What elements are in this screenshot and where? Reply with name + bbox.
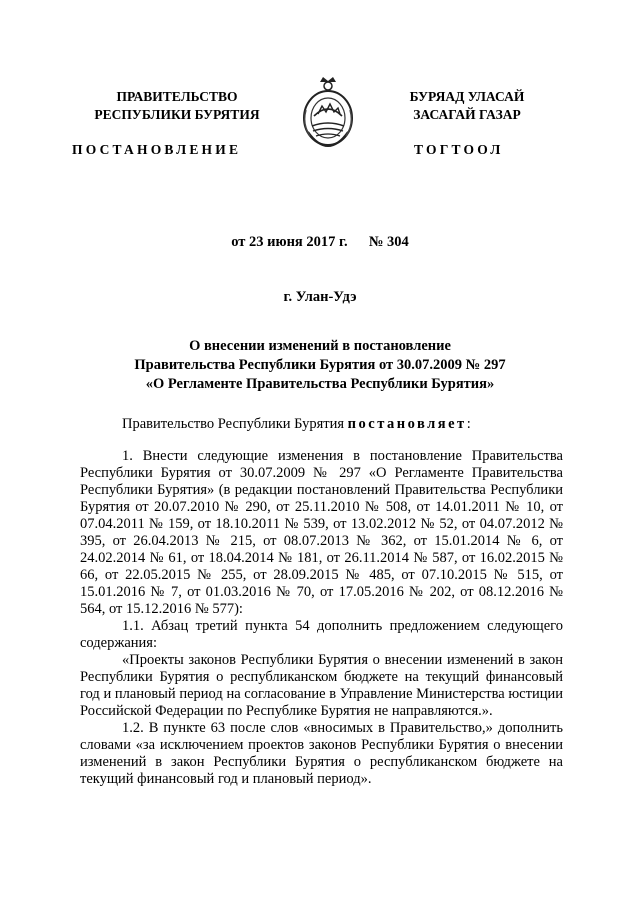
issuer-buryat-line-1: БУРЯАД УЛАСАЙ xyxy=(409,89,525,104)
doc-date: от 23 июня 2017 г. xyxy=(231,234,348,250)
paragraph-quote: «Проекты законов Республики Бурятия о внесении изменений в закон Республики Бурятия о республиканском бюджете на текущий финансовый год и плановый период на согласование в Управление Министерства юстиции Российской Федерации по Республике Бурятия не направляются.». xyxy=(80,652,563,719)
issuer-buryat-line-2: ЗАСАГАЙ ГАЗАР xyxy=(413,107,521,122)
intro-suffix: : xyxy=(466,416,471,432)
doc-type-buryat: ТОГТООЛ xyxy=(414,142,504,157)
intro-decree-word: постановляет xyxy=(347,416,467,432)
city: г. Улан-Удэ xyxy=(283,289,357,305)
paragraph-1: 1. Внести следующие изменения в постановление Правительства Республики Бурятия от 30.07.2009 № 297 «О Регламенте Правительства Республики Бурятия» (в редакции постановлений Правительства Республики Бурятия от 20.07.2010 № 290, от 25.11.2010 № 508, от 14.01.2011 № 10, от 07.04.2011 № 159, от 18.10.2011 № 539, от 13.02.2012 № 52, от 04.07.2012 № 395, от 26.04.2013 № 215, от 08.07.2013 № 362, от 15.01.2014 № 6, от 24.02.2014 № 61, от 18.04.2014 № 181, от 26.11.2014 № 587, от 16.02.2015 № 66, от 22.05.2015 № 255, от 28.09.2015 № 485, от 07.10.2015 № 515, от 15.01.2016 № 7, от 01.03.2016 № 70, от 17.05.2016 № 202, от 08.12.2016 № 564, от 15.12.2016 № 577): xyxy=(80,448,563,617)
doc-type-russian: ПОСТАНОВЛЕНИЕ xyxy=(72,142,242,157)
doc-body xyxy=(80,416,563,788)
coat-of-arms-emblem xyxy=(298,72,358,152)
title-line-2: Правительства Республики Бурятия от 30.07.2009 № 297 xyxy=(134,357,506,373)
paragraph-1-1: 1.1. Абзац третий пункта 54 дополнить предложением следующего содержания: xyxy=(80,618,563,651)
title-line-3: «О Регламенте Правительства Республики Бурятия» xyxy=(145,376,495,392)
issuer-line-1: ПРАВИТЕЛЬСТВО xyxy=(116,89,238,104)
intro-paragraph xyxy=(80,416,563,433)
issuer-name-russian xyxy=(72,88,282,124)
paragraph-1-2: 1.2. В пункте 63 после слов «вносимых в Правительство,» дополнить словами «за исключением проектов законов Республики Бурятия о внесении изменений в закон Республики Бурятия о республиканском бюджете на текущий финансовый год и плановый период». xyxy=(80,720,563,787)
date-line xyxy=(80,234,560,251)
intro-prefix: Правительство Республики Бурятия xyxy=(122,416,348,432)
doc-title xyxy=(80,337,560,394)
title-line-1: О внесении изменений в постановление xyxy=(189,338,451,354)
issuer-name-buryat xyxy=(382,88,552,124)
doc-number: № 304 xyxy=(368,234,409,250)
issuer-line-2: РЕСПУБЛИКИ БУРЯТИЯ xyxy=(94,107,260,122)
